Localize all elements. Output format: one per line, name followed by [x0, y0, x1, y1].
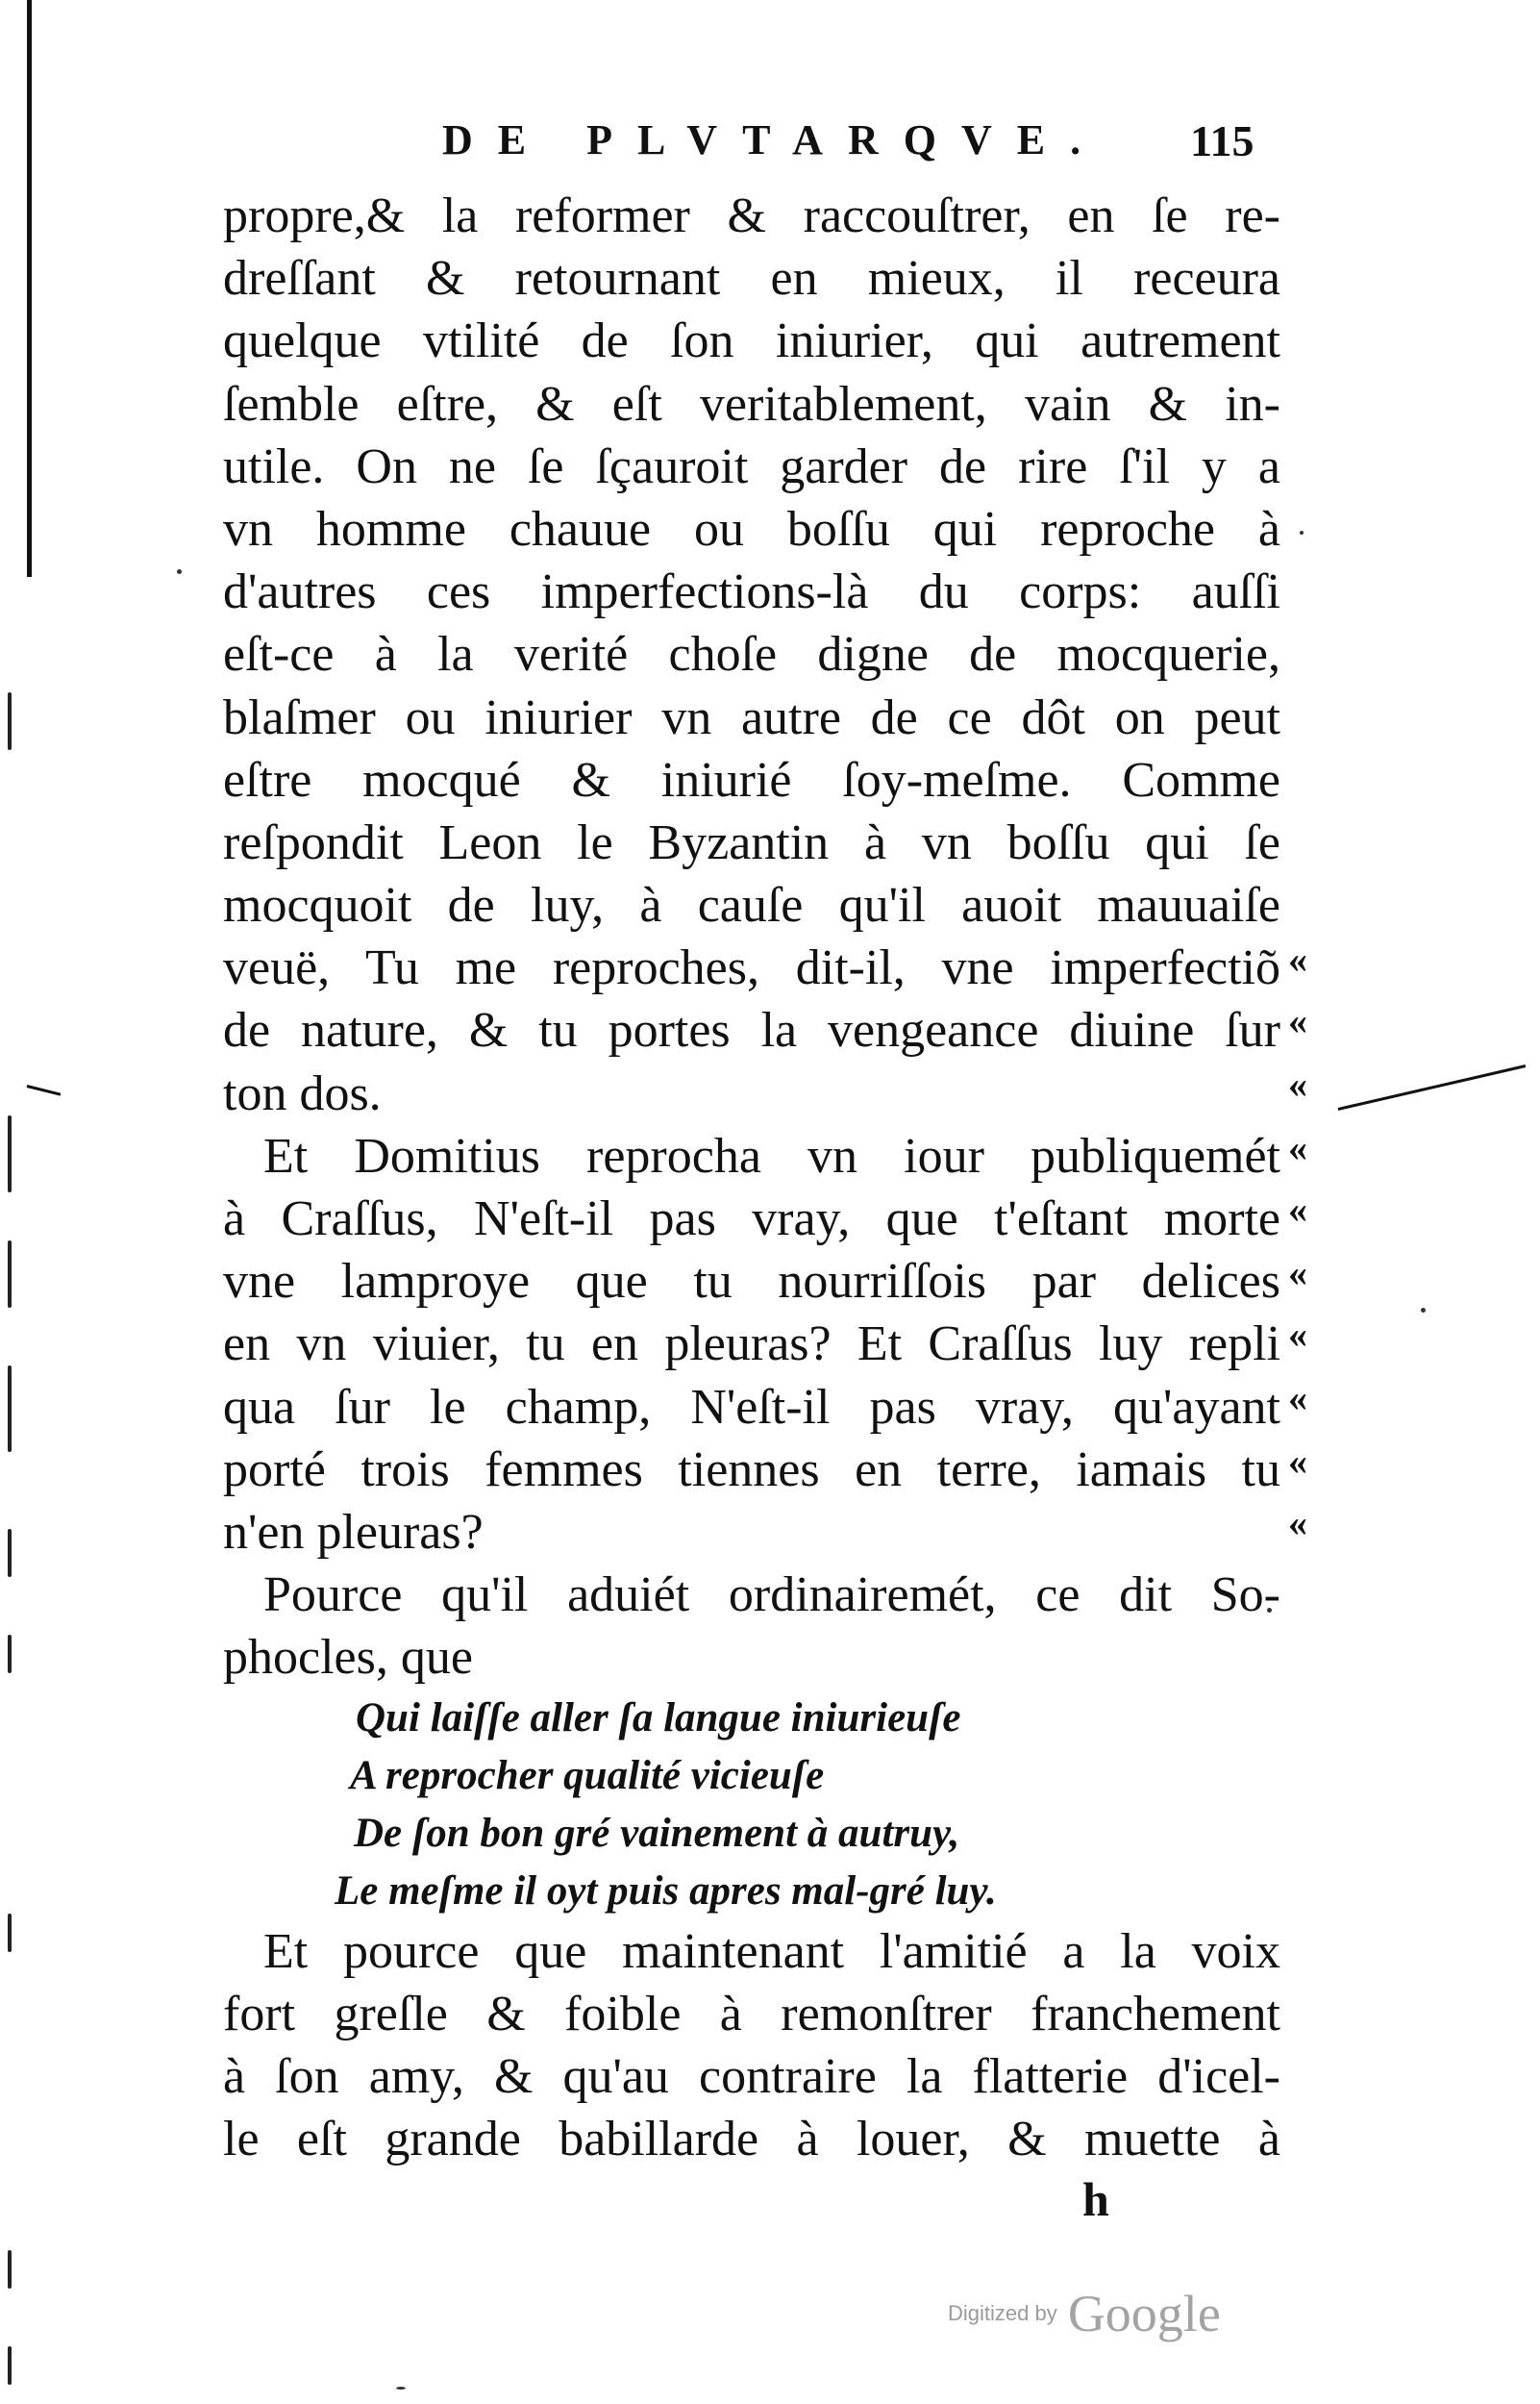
text-line: quelque vtilité de ſon iniurier, qui autrement: [223, 313, 1280, 369]
digitized-watermark: [948, 2284, 1221, 2343]
text-line: à ſon amy, & qu'au contraire la flatterie d'icel-: [223, 2048, 1280, 2104]
binding-edge: [27, 0, 32, 577]
text-line: reſpondit Leon le Byzantin à vn boſſu qui ſe: [223, 814, 1280, 870]
text-line: qua ſur le champ, N'eſt-il pas vray, qu'ayant: [223, 1379, 1280, 1435]
binding-mark: [8, 2250, 12, 2289]
text-line: propre,& la reformer & raccouſtrer, en ſe re-: [223, 188, 1280, 243]
text-line: à Craſſus, N'eſt-il pas vray, que t'eſtant morte: [223, 1191, 1280, 1246]
text-line: Pource qu'il aduiét ordinairemét, ce dit So-: [263, 1567, 1280, 1623]
text-line: de nature, & tu portes la vengeance diuine ſur: [223, 1003, 1280, 1059]
binding-mark: [8, 2346, 12, 2385]
ink-speck: [177, 569, 182, 574]
text-line: vn homme chauue ou boſſu qui reproche à: [223, 501, 1280, 557]
text-line: phocles, que: [223, 1630, 473, 1686]
margin-quote-mark: «: [1288, 1501, 1307, 1544]
binding-mark: [8, 1365, 12, 1452]
margin-quote-mark: «: [1288, 999, 1307, 1042]
text-line: d'autres ces imperfections-là du corps: auſſi: [223, 564, 1280, 620]
watermark-prefix: Digitized by: [948, 2301, 1057, 2325]
verse-line: De ſon bon gré vainement à autruy,: [354, 1810, 960, 1856]
margin-quote-mark: «: [1288, 1126, 1307, 1169]
margin-quote-mark: «: [1288, 1188, 1307, 1231]
text-line: ton dos.: [223, 1065, 382, 1121]
text-line: ſemble eſtre, & eſt veritablement, vain & in-: [223, 376, 1280, 432]
binding-mark: [8, 1529, 12, 1577]
google-logo: Google: [1067, 2285, 1221, 2342]
text-line: dreſſant & retournant en mieux, il receura: [223, 251, 1280, 307]
ink-speck: [1300, 531, 1304, 535]
text-line: Et pource que maintenant l'amitié a la voix: [263, 1923, 1280, 1979]
margin-quote-mark: «: [1288, 1376, 1307, 1419]
page-number: 115: [1190, 116, 1254, 165]
margin-quote-mark: «: [1288, 1063, 1307, 1106]
text-line: veuë, Tu me reproches, dit-il, vne imperfectiõ: [223, 940, 1280, 996]
text-line: utile. On ne ſe ſçauroit garder de rire ſ'il y a: [223, 438, 1280, 494]
binding-mark: [8, 1635, 12, 1673]
binding-mark: [8, 1115, 12, 1192]
text-line: fort greſle & foible à remonſtrer franchement: [223, 1986, 1280, 2041]
text-line: mocquoit de luy, à cauſe qu'il auoit mauuaiſe: [223, 878, 1280, 934]
text-line: porté trois femmes tiennes en terre, iamais tu: [223, 1441, 1280, 1497]
verse-line: Le meſme il oyt puis apres mal-gré luy.: [335, 1867, 997, 1914]
text-line: eſtre mocqué & iniurié ſoy-meſme. Comme: [223, 752, 1280, 808]
text-line: blaſmer ou iniurier vn autre de ce dôt on peut: [223, 689, 1280, 745]
binding-mark: [8, 1240, 12, 1308]
text-line: n'en pleuras?: [223, 1504, 484, 1560]
main-text: [223, 185, 1280, 2170]
margin-quote-mark: «: [1288, 1313, 1307, 1356]
ink-speck: [396, 2387, 406, 2390]
ink-speck: [1421, 1308, 1426, 1313]
text-line: Et Domitius reprocha vn iour publiquemét: [263, 1128, 1280, 1184]
binding-mark: [8, 1914, 12, 1952]
binding-mark: [8, 692, 12, 750]
verse-line: Qui laiſſe aller ſa langue iniurieuſe: [356, 1694, 961, 1740]
margin-stroke: [27, 1085, 62, 1096]
signature-mark: h: [1082, 2172, 1109, 2226]
text-line: en vn viuier, tu en pleuras? Et Craſſus luy repli: [223, 1316, 1280, 1372]
margin-stroke: [1338, 1064, 1527, 1111]
verse-line: A reprocher qualité vicieuſe: [350, 1752, 825, 1798]
running-head-title: DE PLVTARQVE.: [442, 116, 1106, 163]
text-line: le eſt grande babillarde à louer, & muette à: [223, 2112, 1280, 2167]
text-line: vne lamproye que tu nourriſſois par delices: [223, 1254, 1280, 1310]
margin-quote-mark: «: [1288, 1251, 1307, 1294]
margin-quote-mark: «: [1288, 938, 1307, 981]
text-line: eſt-ce à la verité choſe digne de mocquerie,: [223, 627, 1280, 683]
margin-quote-mark: «: [1288, 1440, 1307, 1483]
